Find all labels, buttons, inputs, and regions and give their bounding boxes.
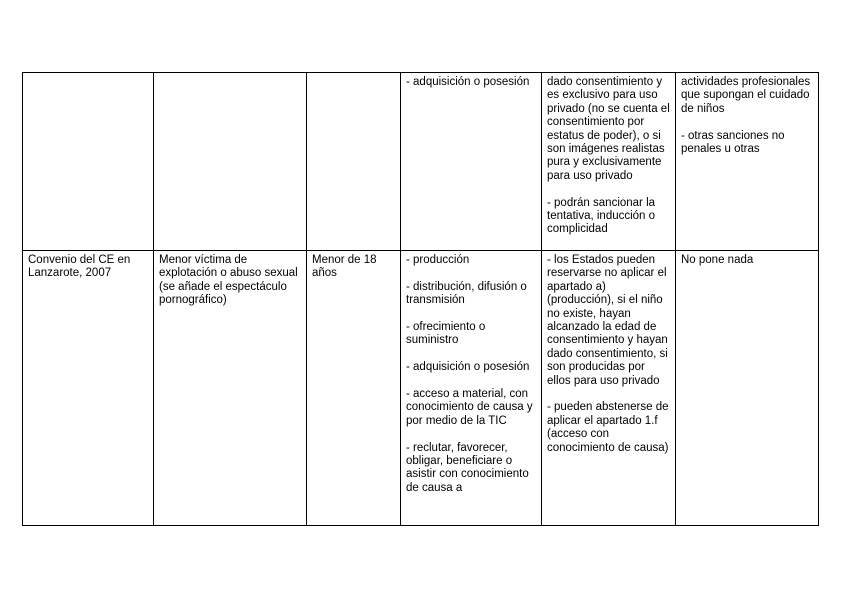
cell-paragraph: - distribución, difusión o transmisión [406,280,527,307]
instrument-name: Convenio del CE en Lanzarote, 2007 [28,254,131,280]
cell-paragraph: dado consentimiento y es exclusivo para uso privado (no se cuenta el consentimiento por estatus de poder), o si son imágenes realistas pura y exclusivamente para uso privado [547,76,670,182]
table-cell [676,251,819,526]
legal-comparison-table [22,72,819,526]
cell-paragraph: No pone nada [681,254,754,266]
table-cell [542,73,676,251]
cell-paragraph: - producción [406,254,470,266]
cell-paragraph: - adquisición o posesión [406,361,530,374]
cell-paragraph: - reclutar, favorecer, obligar, beneficiare o asistir con conocimiento de causa a [406,441,529,494]
cell-paragraph: - pueden abstenerse de aplicar el apartado 1.f (acceso con conocimiento de causa) [547,401,669,454]
cell-paragraph: - acceso a material, con conocimiento de causa y por medio de la TIC [406,388,533,427]
table-cell [23,73,154,251]
cell-paragraph: actividades profesionales que supongan el cuidado de niños [681,76,811,115]
table-cell [401,73,542,251]
table-row [23,251,819,526]
table-cell [23,251,154,526]
table-cell [307,251,401,526]
cell-paragraph: - adquisición o posesión [406,76,530,88]
table-cell [542,251,676,526]
cell-paragraph: - los Estados pueden reservarse no aplicar el apartado a) (producción), si el niño no existe, hayan alcanzado la edad de consentimiento y hayan dado consentimiento, si son producidas por ellos para uso privado [547,254,668,387]
cell-paragraph: - otras sanciones no penales u otras [681,129,785,156]
table-cell [154,251,307,526]
age-definition: Menor de 18 años [312,254,377,280]
table-cell [676,73,819,251]
table-cell [401,251,542,526]
cell-paragraph: - podrán sancionar la tentativa, inducción o complicidad [547,196,656,236]
cell-paragraph: - ofrecimiento o suministro [406,321,486,347]
table-row [23,73,819,251]
victim-definition: Menor víctima de explotación o abuso sexual (se añade el espectáculo pornográfico) [159,254,298,307]
table-cell [154,73,307,251]
table-cell [307,73,401,251]
